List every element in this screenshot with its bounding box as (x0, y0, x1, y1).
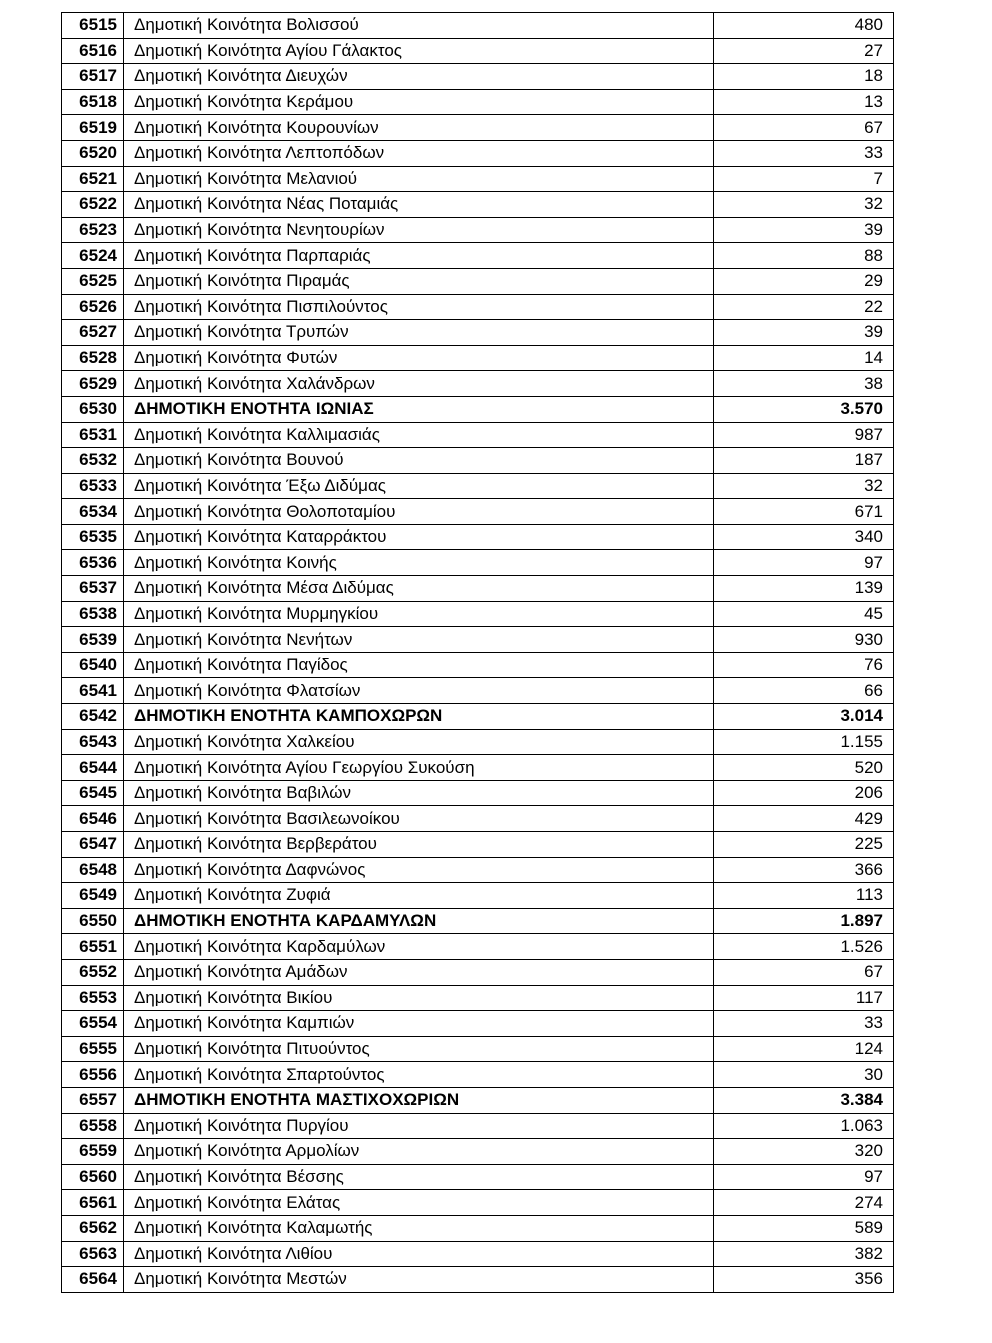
population-value: 429 (714, 806, 894, 832)
population-value: 225 (714, 832, 894, 858)
population-value: 76 (714, 652, 894, 678)
table-row (62, 627, 894, 653)
table-row (62, 883, 894, 909)
population-value: 589 (714, 1215, 894, 1241)
row-code: 6544 (62, 755, 124, 781)
population-value: 356 (714, 1267, 894, 1293)
population-value: 29 (714, 268, 894, 294)
population-value: 67 (714, 115, 894, 141)
community-name: Δημοτική Κοινότητα Λεπτοπόδων (124, 140, 714, 166)
population-value: 480 (714, 13, 894, 39)
table-row (62, 345, 894, 371)
row-code: 6548 (62, 857, 124, 883)
population-value: 32 (714, 192, 894, 218)
row-code: 6535 (62, 524, 124, 550)
population-value: 7 (714, 166, 894, 192)
population-value: 3.014 (714, 704, 894, 730)
table-row (62, 422, 894, 448)
table-row (62, 755, 894, 781)
table-row (62, 857, 894, 883)
population-table (61, 12, 894, 1293)
table-row (62, 1036, 894, 1062)
table-body (62, 13, 894, 1293)
table-row (62, 576, 894, 602)
table-row (62, 1241, 894, 1267)
community-name: Δημοτική Κοινότητα Μυρμηγκίου (124, 601, 714, 627)
population-value: 39 (714, 320, 894, 346)
population-value: 38 (714, 371, 894, 397)
population-value: 274 (714, 1190, 894, 1216)
row-code: 6538 (62, 601, 124, 627)
population-value: 1.155 (714, 729, 894, 755)
row-code: 6522 (62, 192, 124, 218)
community-name: Δημοτική Κοινότητα Λιθίου (124, 1241, 714, 1267)
row-code: 6552 (62, 959, 124, 985)
table-row (62, 448, 894, 474)
community-name: Δημοτική Κοινότητα Μέσα Διδύμας (124, 576, 714, 602)
table-row (62, 166, 894, 192)
table-row (62, 1267, 894, 1293)
population-value: 1.063 (714, 1113, 894, 1139)
municipal-unit-name: ΔΗΜΟΤΙΚΗ ΕΝΟΤΗΤΑ ΚΑΡΔΑΜΥΛΩΝ (124, 908, 714, 934)
row-code: 6551 (62, 934, 124, 960)
row-code: 6561 (62, 1190, 124, 1216)
community-name: Δημοτική Κοινότητα Μεστών (124, 1267, 714, 1293)
table-row (62, 89, 894, 115)
municipal-unit-row (62, 396, 894, 422)
community-name: Δημοτική Κοινότητα Βικίου (124, 985, 714, 1011)
community-name: Δημοτική Κοινότητα Ζυφιά (124, 883, 714, 909)
population-value: 117 (714, 985, 894, 1011)
community-name: Δημοτική Κοινότητα Κοινής (124, 550, 714, 576)
row-code: 6519 (62, 115, 124, 141)
population-value: 124 (714, 1036, 894, 1062)
population-value: 3.570 (714, 396, 894, 422)
table-row (62, 268, 894, 294)
community-name: Δημοτική Κοινότητα Νενητουρίων (124, 217, 714, 243)
population-value: 987 (714, 422, 894, 448)
table-row (62, 499, 894, 525)
municipal-unit-name: ΔΗΜΟΤΙΚΗ ΕΝΟΤΗΤΑ ΜΑΣΤΙΧΟΧΩΡΙΩΝ (124, 1087, 714, 1113)
community-name: Δημοτική Κοινότητα Καμπιών (124, 1011, 714, 1037)
community-name: Δημοτική Κοινότητα Πυργίου (124, 1113, 714, 1139)
population-value: 32 (714, 473, 894, 499)
community-name: Δημοτική Κοινότητα Βέσσης (124, 1164, 714, 1190)
row-code: 6516 (62, 38, 124, 64)
row-code: 6556 (62, 1062, 124, 1088)
community-name: Δημοτική Κοινότητα Πισπιλούντος (124, 294, 714, 320)
row-code: 6555 (62, 1036, 124, 1062)
table-row (62, 140, 894, 166)
row-code: 6559 (62, 1139, 124, 1165)
community-name: Δημοτική Κοινότητα Κεράμου (124, 89, 714, 115)
population-value: 45 (714, 601, 894, 627)
table-row (62, 652, 894, 678)
table-row (62, 294, 894, 320)
table-row (62, 13, 894, 39)
row-code: 6550 (62, 908, 124, 934)
community-name: Δημοτική Κοινότητα Διευχών (124, 64, 714, 90)
population-value: 187 (714, 448, 894, 474)
population-value: 18 (714, 64, 894, 90)
row-code: 6546 (62, 806, 124, 832)
row-code: 6524 (62, 243, 124, 269)
population-value: 30 (714, 1062, 894, 1088)
population-value: 97 (714, 1164, 894, 1190)
population-value: 33 (714, 140, 894, 166)
table-row (62, 729, 894, 755)
row-code: 6515 (62, 13, 124, 39)
row-code: 6563 (62, 1241, 124, 1267)
row-code: 6549 (62, 883, 124, 909)
table-row (62, 320, 894, 346)
population-value: 14 (714, 345, 894, 371)
row-code: 6532 (62, 448, 124, 474)
community-name: Δημοτική Κοινότητα Θολοποταμίου (124, 499, 714, 525)
community-name: Δημοτική Κοινότητα Καλαμωτής (124, 1215, 714, 1241)
community-name: Δημοτική Κοινότητα Νενήτων (124, 627, 714, 653)
community-name: Δημοτική Κοινότητα Βολισσού (124, 13, 714, 39)
row-code: 6558 (62, 1113, 124, 1139)
population-value: 930 (714, 627, 894, 653)
table-row (62, 780, 894, 806)
row-code: 6536 (62, 550, 124, 576)
community-name: Δημοτική Κοινότητα Φυτών (124, 345, 714, 371)
table-row (62, 1215, 894, 1241)
table-row (62, 524, 894, 550)
community-name: Δημοτική Κοινότητα Χαλάνδρων (124, 371, 714, 397)
row-code: 6528 (62, 345, 124, 371)
table-row (62, 1190, 894, 1216)
population-value: 67 (714, 959, 894, 985)
population-value: 22 (714, 294, 894, 320)
row-code: 6531 (62, 422, 124, 448)
table-row (62, 38, 894, 64)
population-value: 33 (714, 1011, 894, 1037)
population-value: 27 (714, 38, 894, 64)
community-name: Δημοτική Κοινότητα Δαφνώνος (124, 857, 714, 883)
table-row (62, 115, 894, 141)
community-name: Δημοτική Κοινότητα Βαβιλών (124, 780, 714, 806)
table-row (62, 243, 894, 269)
municipal-unit-row (62, 704, 894, 730)
table-row (62, 1164, 894, 1190)
community-name: Δημοτική Κοινότητα Αμάδων (124, 959, 714, 985)
row-code: 6526 (62, 294, 124, 320)
table-row (62, 934, 894, 960)
row-code: 6533 (62, 473, 124, 499)
table-row (62, 217, 894, 243)
community-name: Δημοτική Κοινότητα Ελάτας (124, 1190, 714, 1216)
table-row (62, 806, 894, 832)
row-code: 6540 (62, 652, 124, 678)
row-code: 6542 (62, 704, 124, 730)
municipal-unit-row (62, 908, 894, 934)
population-value: 139 (714, 576, 894, 602)
population-value: 671 (714, 499, 894, 525)
row-code: 6520 (62, 140, 124, 166)
table-row (62, 1011, 894, 1037)
table-row (62, 473, 894, 499)
community-name: Δημοτική Κοινότητα Πιτυούντος (124, 1036, 714, 1062)
row-code: 6557 (62, 1087, 124, 1113)
population-value: 340 (714, 524, 894, 550)
table-row (62, 985, 894, 1011)
row-code: 6564 (62, 1267, 124, 1293)
row-code: 6554 (62, 1011, 124, 1037)
row-code: 6521 (62, 166, 124, 192)
community-name: Δημοτική Κοινότητα Αρμολίων (124, 1139, 714, 1165)
community-name: Δημοτική Κοινότητα Βερβεράτου (124, 832, 714, 858)
population-value: 366 (714, 857, 894, 883)
row-code: 6543 (62, 729, 124, 755)
row-code: 6523 (62, 217, 124, 243)
community-name: Δημοτική Κοινότητα Μελανιού (124, 166, 714, 192)
row-code: 6537 (62, 576, 124, 602)
population-value: 3.384 (714, 1087, 894, 1113)
table-row (62, 678, 894, 704)
table-row (62, 959, 894, 985)
row-code: 6529 (62, 371, 124, 397)
population-value: 66 (714, 678, 894, 704)
community-name: Δημοτική Κοινότητα Παρπαριάς (124, 243, 714, 269)
community-name: Δημοτική Κοινότητα Αγίου Γάλακτος (124, 38, 714, 64)
population-value: 382 (714, 1241, 894, 1267)
row-code: 6527 (62, 320, 124, 346)
community-name: Δημοτική Κοινότητα Κουρουνίων (124, 115, 714, 141)
population-value: 320 (714, 1139, 894, 1165)
population-value: 39 (714, 217, 894, 243)
population-value: 1.526 (714, 934, 894, 960)
row-code: 6517 (62, 64, 124, 90)
community-name: Δημοτική Κοινότητα Βουνού (124, 448, 714, 474)
table-row (62, 64, 894, 90)
community-name: Δημοτική Κοινότητα Χαλκείου (124, 729, 714, 755)
row-code: 6541 (62, 678, 124, 704)
row-code: 6525 (62, 268, 124, 294)
table-row (62, 1062, 894, 1088)
row-code: 6518 (62, 89, 124, 115)
community-name: Δημοτική Κοινότητα Έξω Διδύμας (124, 473, 714, 499)
table-row (62, 192, 894, 218)
community-name: Δημοτική Κοινότητα Νέας Ποταμιάς (124, 192, 714, 218)
table-row (62, 371, 894, 397)
table-row (62, 1113, 894, 1139)
population-value: 13 (714, 89, 894, 115)
community-name: Δημοτική Κοινότητα Φλατσίων (124, 678, 714, 704)
municipal-unit-name: ΔΗΜΟΤΙΚΗ ΕΝΟΤΗΤΑ ΚΑΜΠΟΧΩΡΩΝ (124, 704, 714, 730)
community-name: Δημοτική Κοινότητα Πιραμάς (124, 268, 714, 294)
municipal-unit-name: ΔΗΜΟΤΙΚΗ ΕΝΟΤΗΤΑ ΙΩΝΙΑΣ (124, 396, 714, 422)
population-value: 1.897 (714, 908, 894, 934)
row-code: 6534 (62, 499, 124, 525)
population-value: 520 (714, 755, 894, 781)
table-row (62, 1139, 894, 1165)
population-value: 113 (714, 883, 894, 909)
population-value: 206 (714, 780, 894, 806)
municipal-unit-row (62, 1087, 894, 1113)
community-name: Δημοτική Κοινότητα Παγίδος (124, 652, 714, 678)
community-name: Δημοτική Κοινότητα Καλλιμασιάς (124, 422, 714, 448)
row-code: 6545 (62, 780, 124, 806)
community-name: Δημοτική Κοινότητα Καταρράκτου (124, 524, 714, 550)
community-name: Δημοτική Κοινότητα Καρδαμύλων (124, 934, 714, 960)
community-name: Δημοτική Κοινότητα Τρυπών (124, 320, 714, 346)
table-row (62, 601, 894, 627)
community-name: Δημοτική Κοινότητα Βασιλεωνοίκου (124, 806, 714, 832)
row-code: 6530 (62, 396, 124, 422)
table-row (62, 550, 894, 576)
row-code: 6547 (62, 832, 124, 858)
row-code: 6560 (62, 1164, 124, 1190)
population-value: 88 (714, 243, 894, 269)
row-code: 6539 (62, 627, 124, 653)
row-code: 6562 (62, 1215, 124, 1241)
community-name: Δημοτική Κοινότητα Αγίου Γεωργίου Συκούση (124, 755, 714, 781)
row-code: 6553 (62, 985, 124, 1011)
population-value: 97 (714, 550, 894, 576)
table-row (62, 832, 894, 858)
community-name: Δημοτική Κοινότητα Σπαρτούντος (124, 1062, 714, 1088)
